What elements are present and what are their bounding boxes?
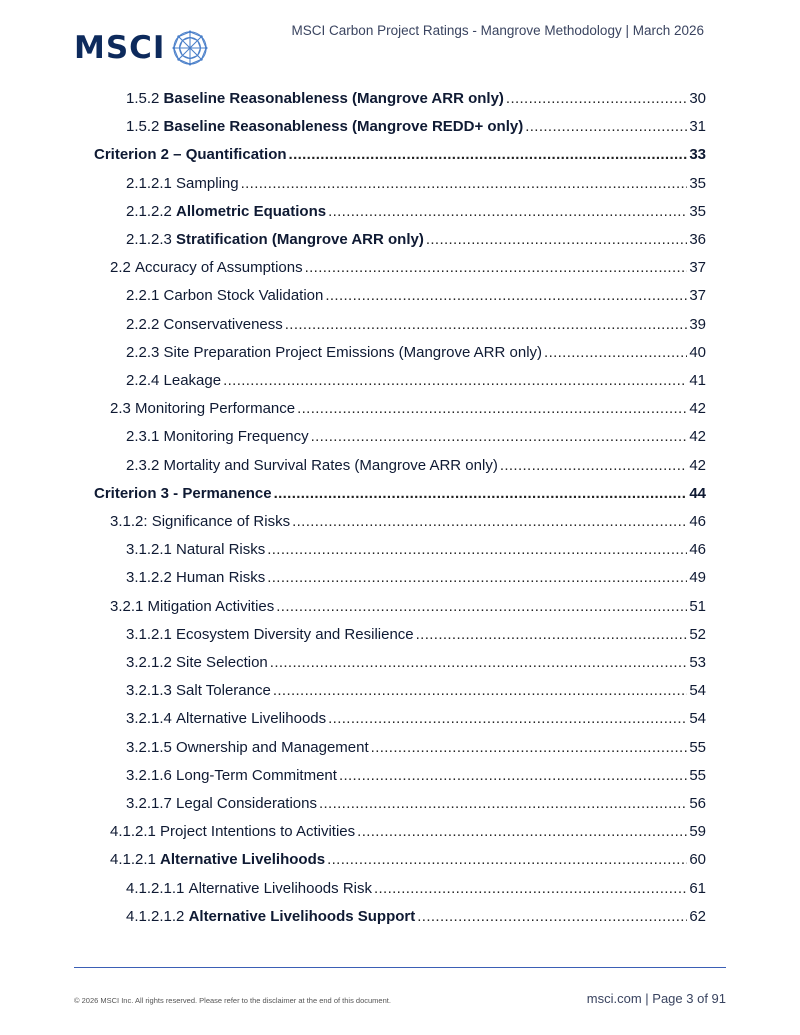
- toc-entry-number: 3.1.2.1: [126, 626, 177, 643]
- toc-dot-leader: [270, 654, 688, 671]
- toc-entry-label: Alternative Livelihoods: [160, 851, 326, 868]
- toc-dot-leader: [305, 259, 688, 276]
- toc-entry-number: 3.1.2.2: [126, 569, 177, 586]
- toc-entry-label: Mitigation Activities: [147, 598, 275, 615]
- toc-entry-number: 1.5.2: [126, 90, 164, 107]
- toc-entry-page: 60: [689, 851, 706, 868]
- toc-entry[interactable]: [126, 767, 706, 791]
- toc-entry-page: 62: [689, 908, 706, 925]
- toc-entry-page: 46: [689, 513, 706, 530]
- toc-entry-label: Accuracy of Assumptions: [135, 259, 303, 276]
- toc-entry[interactable]: [126, 710, 706, 734]
- toc-dot-leader: [267, 541, 687, 558]
- toc-entry[interactable]: [126, 372, 706, 396]
- toc-entry-label: Project Intentions to Activities: [160, 823, 356, 840]
- toc-entry-label: Stratification (Mangrove ARR only): [176, 231, 424, 248]
- toc-entry[interactable]: [94, 146, 706, 170]
- toc-entry-page: 35: [689, 203, 706, 220]
- toc-entry-page: 54: [689, 710, 706, 727]
- toc-dot-leader: [500, 457, 687, 474]
- toc-entry[interactable]: [126, 626, 706, 650]
- toc-entry[interactable]: [110, 513, 706, 537]
- toc-entry-page: 37: [689, 259, 706, 276]
- toc-entry[interactable]: [126, 316, 706, 340]
- globe-icon: [171, 29, 209, 67]
- toc-dot-leader: [267, 569, 687, 586]
- toc-entry-number: 3.2.1: [110, 598, 148, 615]
- toc-dot-leader: [371, 739, 688, 756]
- toc-entry-page: 53: [689, 654, 706, 671]
- toc-entry-label: Alternative Livelihoods: [176, 710, 327, 727]
- toc-entry[interactable]: [126, 880, 706, 904]
- footer-disclaimer: © 2026 MSCI Inc. All rights reserved. Please refer to the disclaimer at the end of this document.: [74, 996, 391, 1005]
- toc-dot-leader: [426, 231, 687, 248]
- toc-entry-label: Site Selection: [176, 654, 268, 671]
- toc-entry[interactable]: [126, 457, 706, 481]
- toc-dot-leader: [544, 344, 687, 361]
- toc-entry-label: Alternative Livelihoods Support: [188, 908, 416, 925]
- toc-entry-page: 42: [689, 457, 706, 474]
- toc-dot-leader: [328, 203, 687, 220]
- toc-entry[interactable]: [94, 485, 706, 509]
- toc-entry-number: 2.3: [110, 400, 136, 417]
- toc-entry-number: 3.2.1.5: [126, 739, 177, 756]
- toc-dot-leader: [328, 710, 687, 727]
- toc-dot-leader: [525, 118, 687, 135]
- toc-entry-number: 2.3.2: [126, 457, 164, 474]
- toc-entry-page: 36: [689, 231, 706, 248]
- toc-entry-label: Ownership and Management: [176, 739, 369, 756]
- footer-page-info: msci.com | Page 3 of 91: [586, 991, 726, 1006]
- toc-entry-number: 2.2.1: [126, 287, 164, 304]
- toc-entry-label: Significance of Risks: [151, 513, 291, 530]
- toc-entry-number: 2.1.2.3: [126, 231, 177, 248]
- toc-dot-leader: [274, 485, 688, 502]
- toc-entry[interactable]: [110, 400, 706, 424]
- toc-entry-number: 4.1.2.1.1: [126, 880, 189, 897]
- toc-entry-label: Alternative Livelihoods Risk: [188, 880, 372, 897]
- toc-dot-leader: [374, 880, 687, 897]
- toc-entry[interactable]: [126, 231, 706, 255]
- toc-entry-number: 4.1.2.1: [110, 823, 161, 840]
- toc-entry-page: 39: [689, 316, 706, 333]
- toc-entry-number: 3.2.1.7: [126, 795, 177, 812]
- toc-entry-number: 2.2: [110, 259, 136, 276]
- toc-entry[interactable]: [126, 654, 706, 678]
- toc-entry-label: Site Preparation Project Emissions (Mangrove ARR only): [163, 344, 543, 361]
- toc-entry-page: 35: [689, 175, 706, 192]
- toc-entry-label: Salt Tolerance: [176, 682, 271, 699]
- toc-dot-leader: [289, 146, 688, 163]
- toc-entry-page: 52: [689, 626, 706, 643]
- toc-dot-leader: [241, 175, 688, 192]
- toc-dot-leader: [357, 823, 687, 840]
- toc-entry[interactable]: [126, 795, 706, 819]
- toc-entry[interactable]: [126, 428, 706, 452]
- toc-dot-leader: [292, 513, 687, 530]
- toc-entry-number: 3.1.2:: [110, 513, 152, 530]
- toc-dot-leader: [506, 90, 687, 107]
- toc-dot-leader: [276, 598, 687, 615]
- toc-entry-page: 42: [689, 400, 706, 417]
- toc-entry[interactable]: [126, 175, 706, 199]
- toc-entry-label: Monitoring Performance: [135, 400, 296, 417]
- toc-entry-label: Legal Considerations: [176, 795, 317, 812]
- document-header-title: MSCI Carbon Project Ratings - Mangrove Methodology | March 2026: [291, 23, 704, 38]
- toc-dot-leader: [223, 372, 687, 389]
- toc-entry-number: 2.3.1: [126, 428, 164, 445]
- toc-entry-page: 51: [689, 598, 706, 615]
- toc-entry[interactable]: [126, 541, 706, 565]
- toc-dot-leader: [285, 316, 688, 333]
- toc-entry-number: 3.2.1.4: [126, 710, 177, 727]
- toc-entry-page: 59: [689, 823, 706, 840]
- toc-dot-leader: [417, 908, 687, 925]
- toc-dot-leader: [416, 626, 688, 643]
- toc-entry-number: 3.1.2.1: [126, 541, 177, 558]
- toc-dot-leader: [325, 287, 687, 304]
- toc-entry-label: Baseline Reasonableness (Mangrove REDD+ only): [163, 118, 524, 135]
- toc-entry-page: 54: [689, 682, 706, 699]
- toc-dot-leader: [297, 400, 687, 417]
- toc-entry[interactable]: [126, 682, 706, 706]
- toc-entry-number: 2.1.2.1: [126, 175, 177, 192]
- toc-entry[interactable]: [126, 118, 706, 142]
- toc-entry[interactable]: [126, 344, 706, 368]
- toc-dot-leader: [339, 767, 687, 784]
- toc-entry-number: 2.1.2.2: [126, 203, 177, 220]
- toc-entry-number: 1.5.2: [126, 118, 164, 135]
- toc-entry-label: Conservativeness: [163, 316, 283, 333]
- toc-entry-label: Criterion 2 – Quantification: [94, 146, 287, 163]
- toc-entry[interactable]: [126, 569, 706, 593]
- toc-entry-label: Baseline Reasonableness (Mangrove ARR only): [163, 90, 504, 107]
- toc-entry-page: 56: [689, 795, 706, 812]
- toc-entry-number: 3.2.1.2: [126, 654, 177, 671]
- toc-entry-page: 40: [689, 344, 706, 361]
- toc-entry-page: 44: [689, 485, 706, 502]
- toc-entry-page: 30: [689, 90, 706, 107]
- toc-entry-page: 37: [689, 287, 706, 304]
- toc-entry-label: Long-Term Commitment: [176, 767, 337, 784]
- toc-entry-number: 4.1.2.1.2: [126, 908, 189, 925]
- toc-dot-leader: [319, 795, 687, 812]
- toc-entry-page: 49: [689, 569, 706, 586]
- toc-entry-page: 46: [689, 541, 706, 558]
- toc-entry-label: Allometric Equations: [176, 203, 327, 220]
- toc-entry-page: 41: [689, 372, 706, 389]
- toc-entry-label: Sampling: [176, 175, 239, 192]
- toc-entry-page: 42: [689, 428, 706, 445]
- toc-entry-page: 33: [689, 146, 706, 163]
- toc-entry[interactable]: [110, 259, 706, 283]
- toc-entry-label: Carbon Stock Validation: [163, 287, 324, 304]
- toc-entry-number: 4.1.2.1: [110, 851, 161, 868]
- toc-entry-label: Leakage: [163, 372, 222, 389]
- toc-entry-label: Mortality and Survival Rates (Mangrove ARR only): [163, 457, 498, 474]
- toc-entry-page: 55: [689, 739, 706, 756]
- toc-entry-label: Natural Risks: [176, 541, 266, 558]
- toc-entry-label: Criterion 3 - Permanence: [94, 485, 272, 502]
- toc-entry-label: Human Risks: [176, 569, 266, 586]
- toc-entry-label: Ecosystem Diversity and Resilience: [176, 626, 414, 643]
- toc-entry-number: 3.2.1.6: [126, 767, 177, 784]
- toc-entry-label: Monitoring Frequency: [163, 428, 309, 445]
- toc-entry[interactable]: [126, 90, 706, 114]
- toc-entry-page: 31: [689, 118, 706, 135]
- toc-entry-number: 2.2.3: [126, 344, 164, 361]
- toc-entry[interactable]: [126, 908, 706, 932]
- toc-entry[interactable]: [110, 823, 706, 847]
- toc-entry-page: 55: [689, 767, 706, 784]
- toc-entry[interactable]: [110, 598, 706, 622]
- logo-wordmark: MSCI: [74, 30, 166, 66]
- toc-entry[interactable]: [126, 203, 706, 227]
- toc-entry-number: 3.2.1.3: [126, 682, 177, 699]
- toc-entry[interactable]: [126, 287, 706, 311]
- toc-entry-number: 2.2.2: [126, 316, 164, 333]
- toc-dot-leader: [311, 428, 688, 445]
- msci-logo: [74, 28, 209, 68]
- toc-entry[interactable]: [110, 851, 706, 875]
- toc-entry-page: 61: [689, 880, 706, 897]
- toc-entry[interactable]: [126, 739, 706, 763]
- toc-dot-leader: [327, 851, 687, 868]
- footer-divider: [74, 967, 726, 968]
- toc-dot-leader: [273, 682, 687, 699]
- toc-entry-number: 2.2.4: [126, 372, 164, 389]
